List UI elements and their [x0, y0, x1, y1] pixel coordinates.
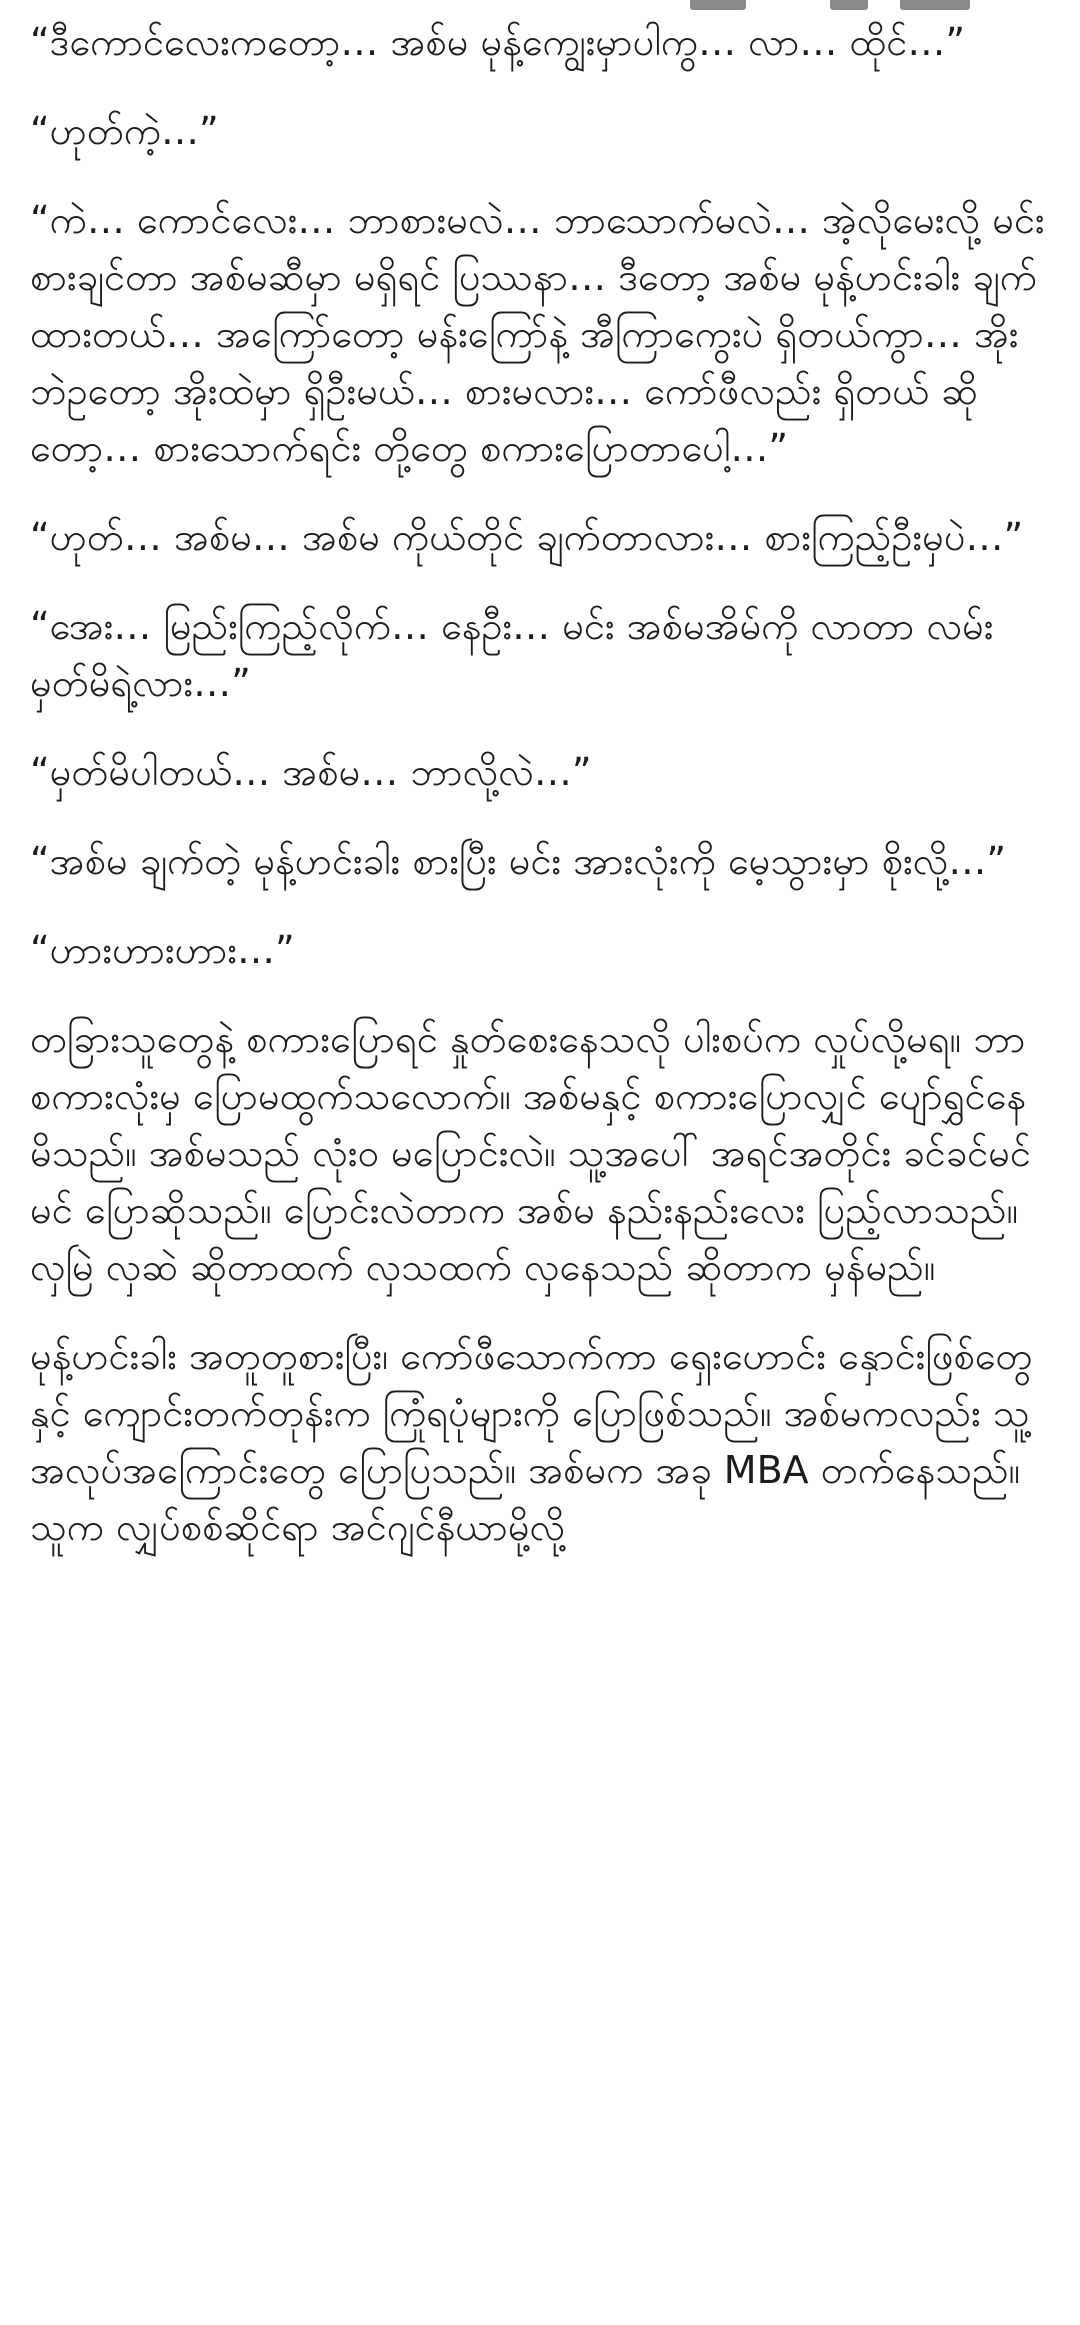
narration-paragraph: တခြားသူတွေနဲ့ စကားပြောရင် နှုတ်စေးနေသလို ပါးစပ်က လှုပ်လို့မရ။ ဘာစကားလုံးမှ ပြောမထွက်သလောက်။ အစ်မနှင့် စကားပြောလျှင် ပျော်ရွှင်နေမိသည်။ အစ်မသည် လုံးဝ မပြောင်းလဲ။ သူ့အပေါ် အရင်အတိုင်း ခင်ခင်မင်မင် ပြောဆိုသည်။ ပြောင်းလဲတာက အစ်မ နည်းနည်းလေး ပြည့်လာသည်။ လှမြဲ လှဆဲ ဆိုတာထက် လှသထက် လှနေသည် ဆိုတာက မှန်မည်။ — [30, 1017, 1031, 1289]
dialogue-line: “အေး… မြည်းကြည့်လိုက်… နေဦး… မင်း အစ်မအိမ်ကို လာတာ လမ်းမှတ်မိရဲ့လား…” — [30, 604, 994, 705]
dialogue-line: “ဟုတ်ကဲ့…” — [30, 109, 219, 153]
dialogue-line: “မှတ်မိပါတယ်… အစ်မ… ဘာလို့လဲ…” — [30, 750, 592, 794]
story-text — [0, 14, 1080, 1588]
dialogue-line: “ဒီကောင်လေးကတော့… အစ်မ မုန့်ကျွေးမှာပါကွ… လာ… ထိုင်…” — [30, 20, 966, 64]
dialogue-line: “ဟားဟားဟား…” — [30, 928, 295, 972]
narration-paragraph: မုန့်ဟင်းခါး အတူတူစားပြီး၊ ကော်ဖီသောက်ကာ ရှေးဟောင်း နှောင်းဖြစ်တွေနှင့် ကျောင်းတက်တုန်းက ကြုံရပုံများကို ပြောဖြစ်သည်။ အစ်မကလည်း သူ့အလုပ်အကြောင်းတွေ ပြောပြသည်။ အစ်မက အခု MBA တက်နေသည်။ သူက လျှပ်စစ်ဆိုင်ရာ အင်ဂျင်နီယာမို့လို့ — [30, 1334, 1033, 1549]
wifi-icon — [830, 0, 868, 10]
dialogue-line: “ဟုတ်… အစ်မ… အစ်မ ကိုယ်တိုင် ချက်တာလား… စားကြည့်ဦးမှပဲ…” — [30, 515, 1024, 559]
signal-icon — [690, 0, 746, 10]
status-bar — [0, 0, 1080, 14]
dialogue-line: “အစ်မ ချက်တဲ့ မုန့်ဟင်းခါး စားပြီး မင်း အားလုံးကို မေ့သွားမှာ စိုးလို့…” — [30, 839, 1007, 883]
battery-icon — [900, 0, 970, 10]
dialogue-line: “ကဲ… ကောင်လေး… ဘာစားမလဲ… ဘာသောက်မလဲ… အဲ့လိုမေးလို့ မင်းစားချင်တာ အစ်မဆီမှာ မရှိရင် ပြဿနာ… ဒီတော့ အစ်မ မုန့်ဟင်းခါး ချက်ထားတယ်… အကြော်တော့ မန်းကြော်နဲ့ အီကြာကွေးပဲ ရှိတယ်ကွာ… အိုးဘဲဥတော့ အိုးထဲမှာ ရှိဦးမယ်… စားမလား… ကော်ဖီလည်း ရှိတယ် ဆိုတော့… စားသောက်ရင်း တို့တွေ စကားပြောတာပေါ့…” — [30, 198, 1045, 470]
